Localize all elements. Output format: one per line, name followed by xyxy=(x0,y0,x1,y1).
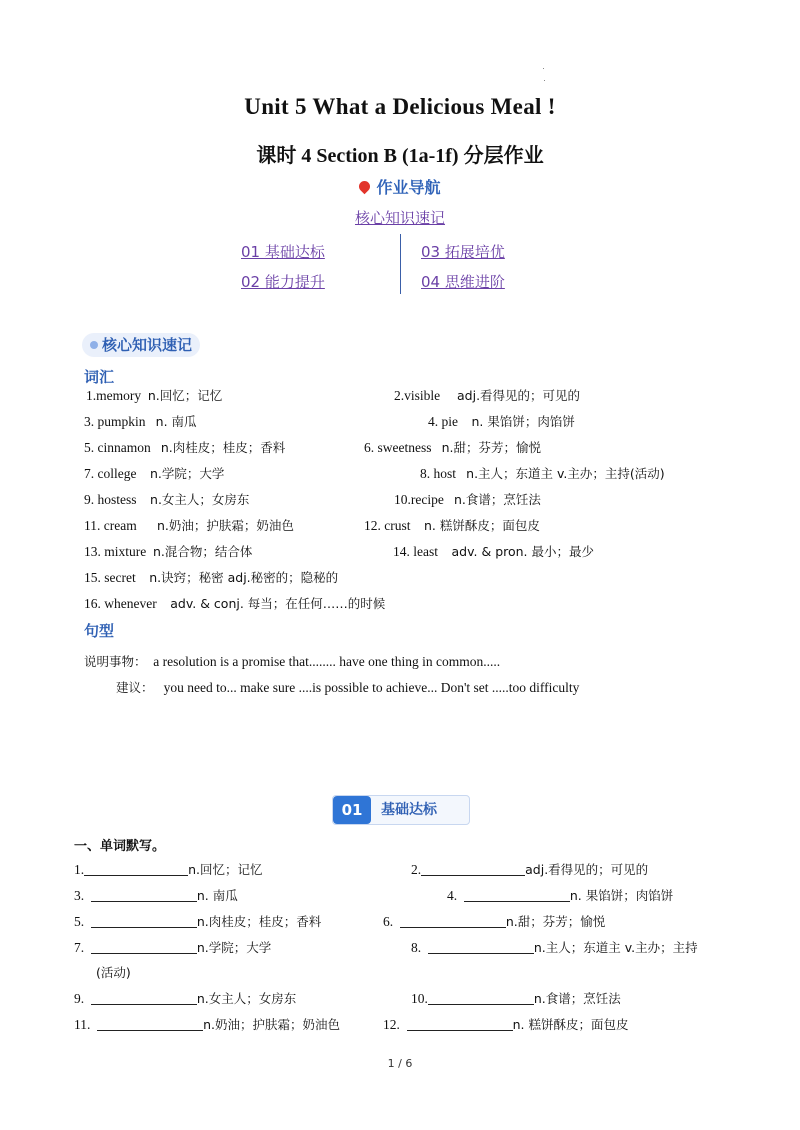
fill-item: 5. n.肉桂皮；桂皮；香料 xyxy=(74,914,322,929)
nav-item-02[interactable]: 02 能力提升 xyxy=(241,273,325,291)
vocab-item: 2.visible adj.看得见的；可见的 xyxy=(394,388,581,403)
answer-blank[interactable] xyxy=(91,992,197,1005)
vocab-item: 15. secret n.诀窍；秘密 adj.秘密的；隐秘的 xyxy=(84,570,339,585)
nav-item-04[interactable]: 04 思维进阶 xyxy=(421,273,505,291)
vocab-item: 11. cream n.奶油；护肤霜；奶油色 xyxy=(84,518,294,533)
page-subtitle: 课时 4 Section B (1a-1f) 分层作业 xyxy=(256,145,544,167)
vocab-item: 13. mixture n.混合物；结合体 xyxy=(84,544,253,559)
exercise-heading: 一、单词默写。 xyxy=(74,839,166,854)
fill-item: 6. n.甜；芬芳；愉悦 xyxy=(383,914,606,929)
vocab-heading: 词汇 xyxy=(84,368,115,386)
speck xyxy=(544,80,545,81)
nav-item-01[interactable]: 01 基础达标 xyxy=(241,243,325,261)
fill-item: 11. n.奶油；护肤霜；奶油色 xyxy=(74,1017,341,1032)
vocab-item: 12. crust n. 糕饼酥皮；面包皮 xyxy=(364,518,540,533)
fill-item: 4. n. 果馅饼；肉馅饼 xyxy=(447,888,674,903)
core-section-badge xyxy=(82,333,200,357)
fill-item: 3. n. 南瓜 xyxy=(74,888,238,903)
nav-heading-text: 作业导航 xyxy=(376,178,441,197)
nav-divider xyxy=(400,234,401,294)
nav-heading xyxy=(0,175,800,198)
answer-blank[interactable] xyxy=(97,1018,203,1031)
fill-item: 12. n. 糕饼酥皮；面包皮 xyxy=(383,1017,629,1032)
answer-blank[interactable] xyxy=(91,915,197,928)
vocab-item: 6. sweetness n.甜；芬芳；愉悦 xyxy=(364,440,542,455)
answer-blank[interactable] xyxy=(428,992,534,1005)
nav-core-link-row xyxy=(0,207,800,228)
vocab-item: 4. pie n. 果馅饼；肉馅饼 xyxy=(428,414,575,429)
vocab-item: 9. hostess n.女主人；女房东 xyxy=(84,492,250,507)
page-title: Unit 5 What a Delicious Meal ! xyxy=(244,94,556,119)
section-01-number: 01 xyxy=(333,796,371,824)
vocab-item: 16. whenever adv. & conj. 每当；在任何……的时候 xyxy=(84,596,386,611)
vocab-item: 8. host n.主人；东道主 v.主办；主持(活动) xyxy=(420,466,665,481)
vocab-item: 1.memory n.回忆；记忆 xyxy=(86,388,223,403)
fill-item: 9. n.女主人；女房东 xyxy=(74,991,297,1006)
answer-blank[interactable] xyxy=(84,863,188,876)
sentence-row: 说明事物： a resolution is a promise that........ have one thing in common..... xyxy=(84,654,501,669)
location-pin-icon xyxy=(357,179,373,195)
fill-item: 7. n.学院；大学 xyxy=(74,940,272,955)
answer-blank[interactable] xyxy=(428,941,534,954)
nav-core-link[interactable]: 核心知识速记 xyxy=(354,209,445,227)
page-number: 1 / 6 xyxy=(387,1057,413,1070)
vocab-item: 3. pumpkin n. 南瓜 xyxy=(84,414,197,429)
speck xyxy=(543,68,544,69)
answer-blank[interactable] xyxy=(407,1018,513,1031)
answer-blank[interactable] xyxy=(400,915,506,928)
sentence-heading: 句型 xyxy=(84,622,115,640)
nav-item-03[interactable]: 03 拓展培优 xyxy=(421,243,505,261)
answer-blank[interactable] xyxy=(464,889,570,902)
vocab-item: 10.recipe n.食谱；烹饪法 xyxy=(394,492,541,507)
answer-blank[interactable] xyxy=(91,941,197,954)
answer-blank[interactable] xyxy=(421,863,525,876)
sentence-row: 建议： you need to... make sure ....is possible to achieve... Don't set .....too difficulty xyxy=(116,680,580,695)
vocab-item: 7. college n.学院；大学 xyxy=(84,466,225,481)
vocab-item: 14. least adv. & pron. 最小；最少 xyxy=(393,544,595,559)
fill-item: 1. n.回忆；记忆 xyxy=(74,862,263,877)
section-01-label: 基础达标 xyxy=(381,802,437,818)
answer-blank[interactable] xyxy=(91,889,197,902)
vocab-item: 5. cinnamon n.肉桂皮；桂皮；香料 xyxy=(84,440,286,455)
fill-item: 2. adj.看得见的；可见的 xyxy=(411,862,649,877)
badge-dot-icon xyxy=(90,341,98,349)
section-01-badge xyxy=(332,795,470,825)
core-section-badge-text: 核心知识速记 xyxy=(102,336,193,354)
fill-item: 8. n.主人；东道主 v.主办；主持 xyxy=(411,940,698,955)
fill-item: 10. n.食谱；烹饪法 xyxy=(411,991,621,1006)
fill-item-wrap: (活动) xyxy=(96,965,131,980)
